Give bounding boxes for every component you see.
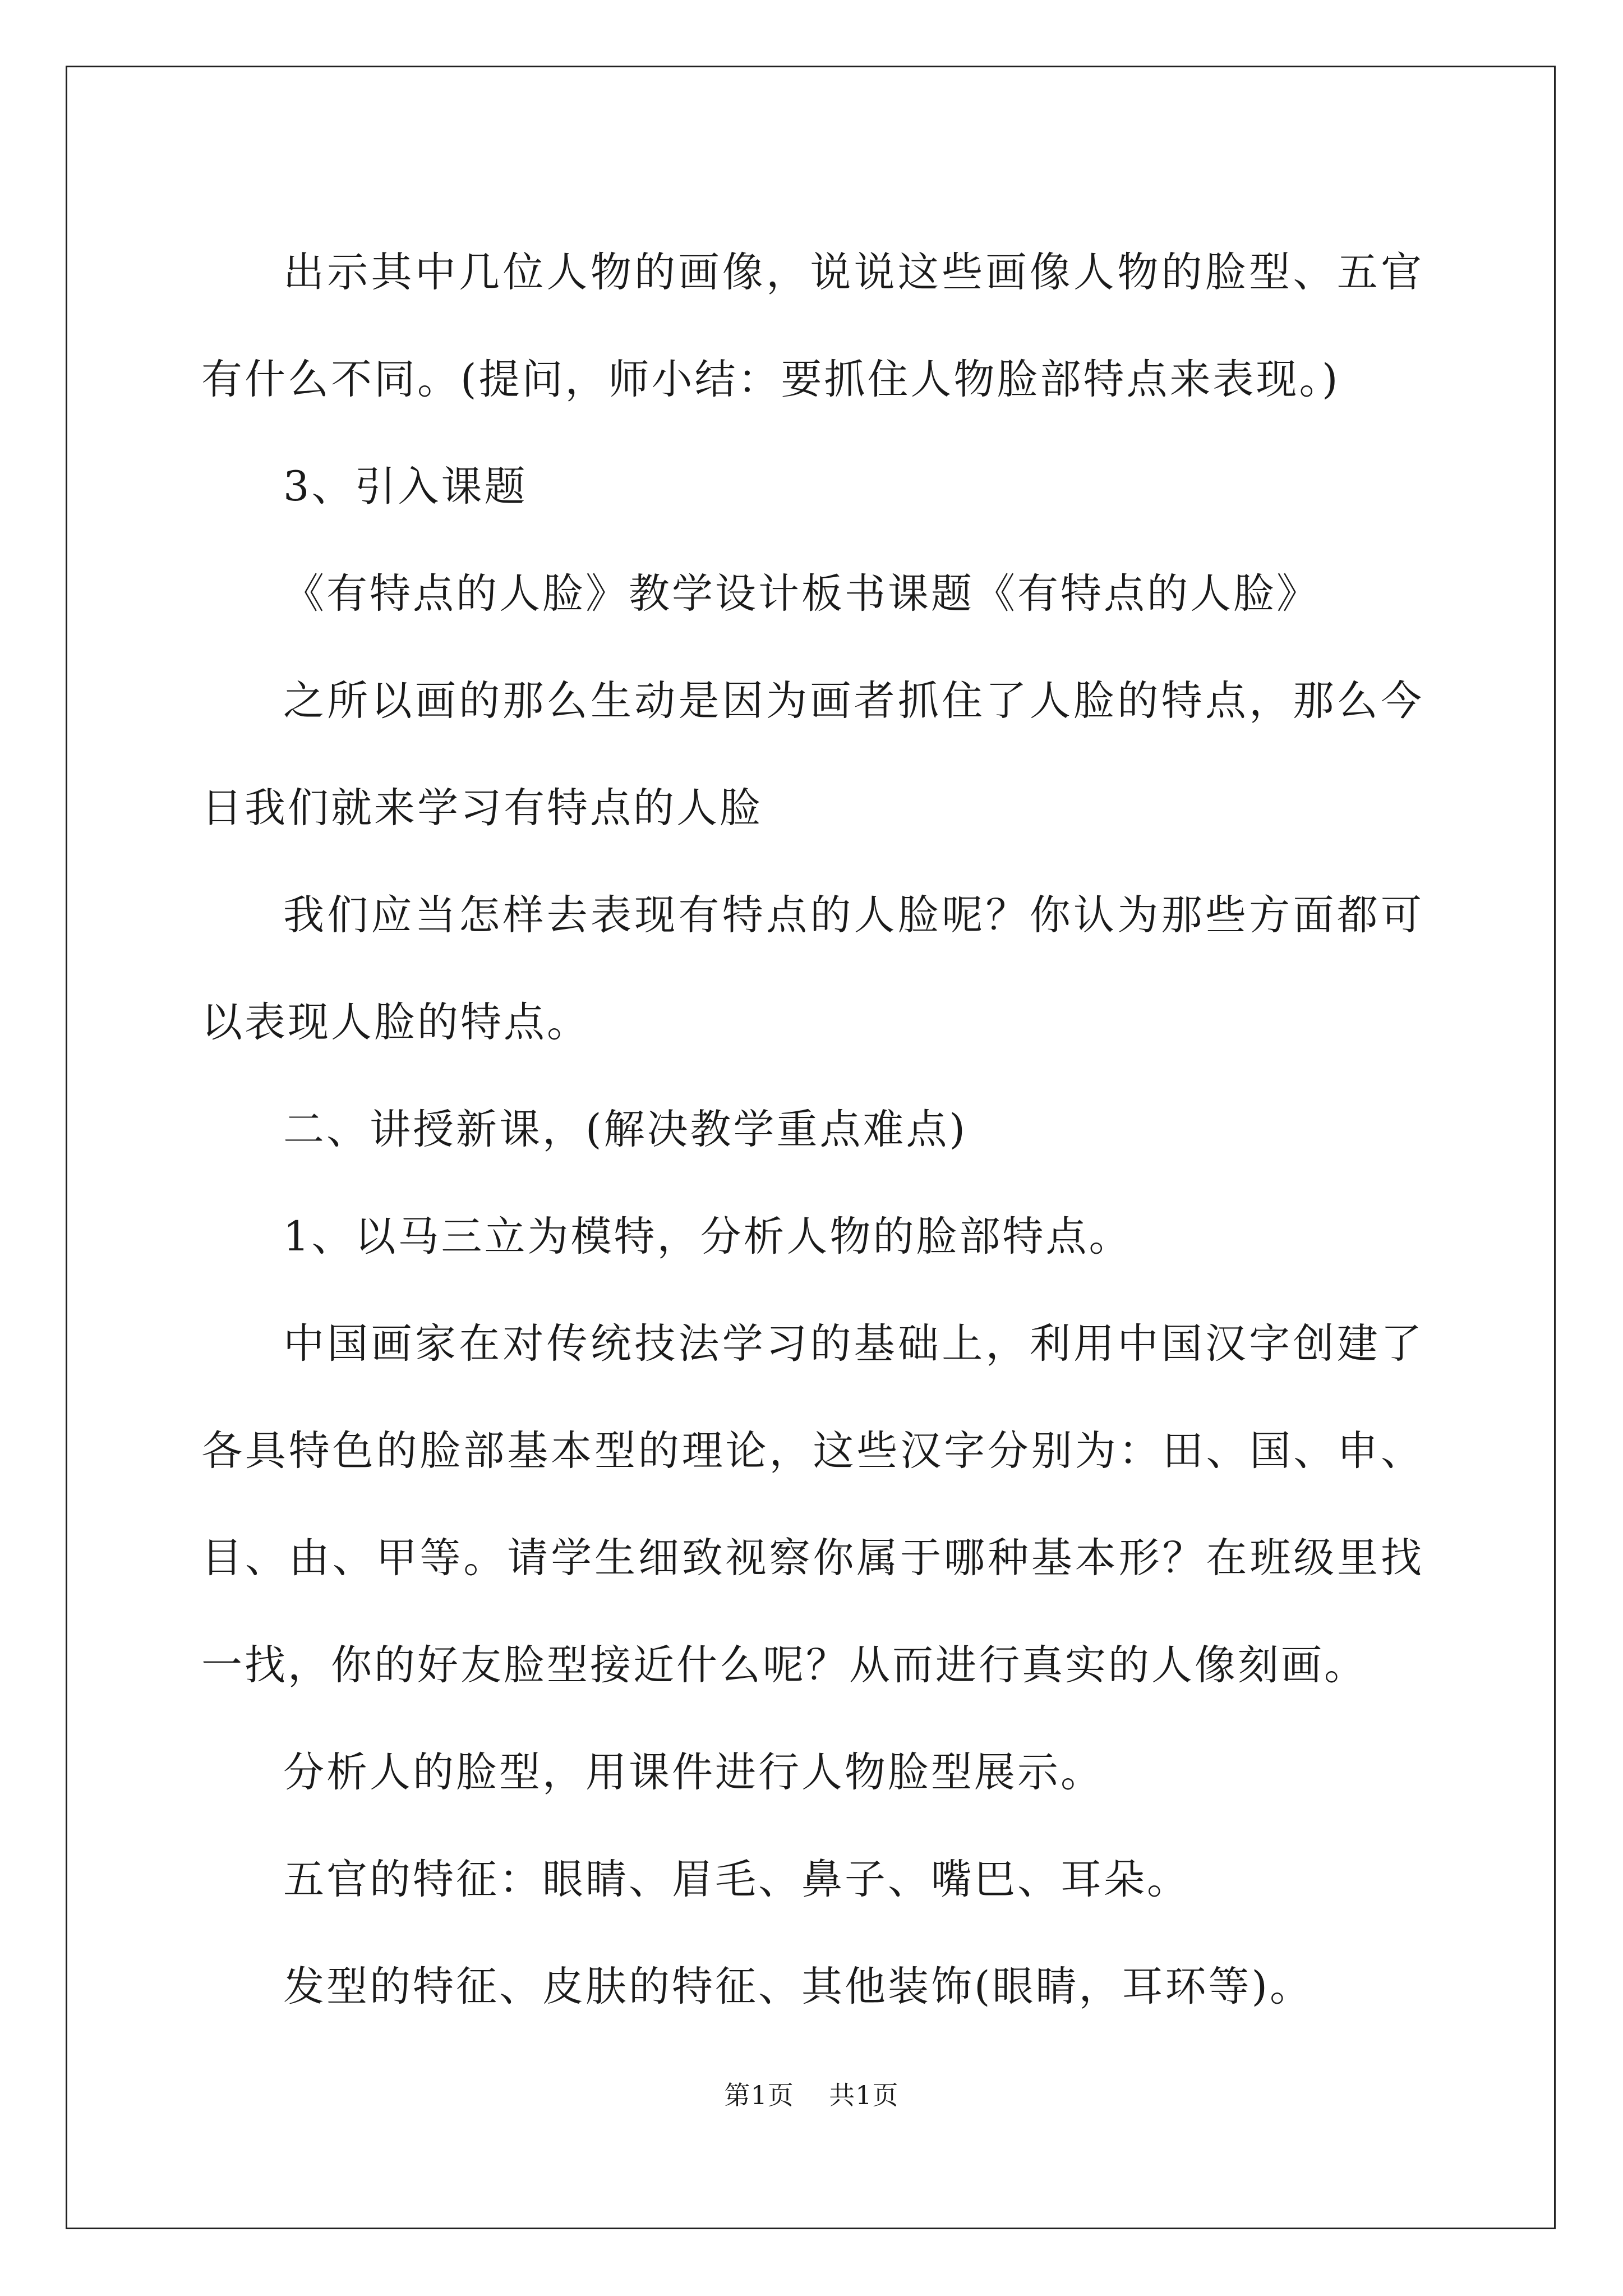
paragraph: 五官的特征：眼睛、眉毛、鼻子、嘴巴、耳朵。	[283, 1856, 1190, 1903]
paragraph: 1、以马三立为模特，分析人物的脸部特点。	[283, 1213, 1132, 1260]
document-body	[201, 219, 1424, 2040]
page-number: 第1页	[724, 2080, 794, 2110]
paragraph: 二、讲授新课，(解决教学重点难点)	[283, 1106, 967, 1153]
page-total: 共1页	[829, 2080, 899, 2110]
paragraph: 《有特点的人脸》教学设计板书课题《有特点的人脸》	[283, 570, 1320, 618]
page-footer	[0, 2078, 1623, 2112]
paragraph: 发型的特征、皮肤的特征、其他装饰(眼睛，耳环等)。	[283, 1963, 1313, 2010]
paragraph: 中国画家在对传统技法学习的基础上，利用中国汉字创建了各具特色的脸部基本型的理论，这些汉字分别为：田、国、申、目、由、甲等。请学生细致视察你属于哪种基本形？在班级里找一找，你的好友脸型接近什么呢？从而进行真实的人像刻画。	[201, 1320, 1424, 1689]
paragraph: 分析人的脸型，用课件进行人物脸型展示。	[283, 1749, 1104, 1796]
paragraph: 我们应当怎样去表现有特点的人脸呢？你认为那些方面都可以表现人脸的特点。	[201, 891, 1424, 1046]
paragraph: 之所以画的那么生动是因为画者抓住了人脸的特点，那么今日我们就来学习有特点的人脸	[201, 677, 1424, 832]
paragraph: 3、引入课题	[283, 463, 528, 510]
paragraph: 出示其中几位人物的画像，说说这些画像人物的脸型、五官有什么不同。(提问，师小结：要抓住人物脸部特点来表现。)	[201, 249, 1424, 403]
